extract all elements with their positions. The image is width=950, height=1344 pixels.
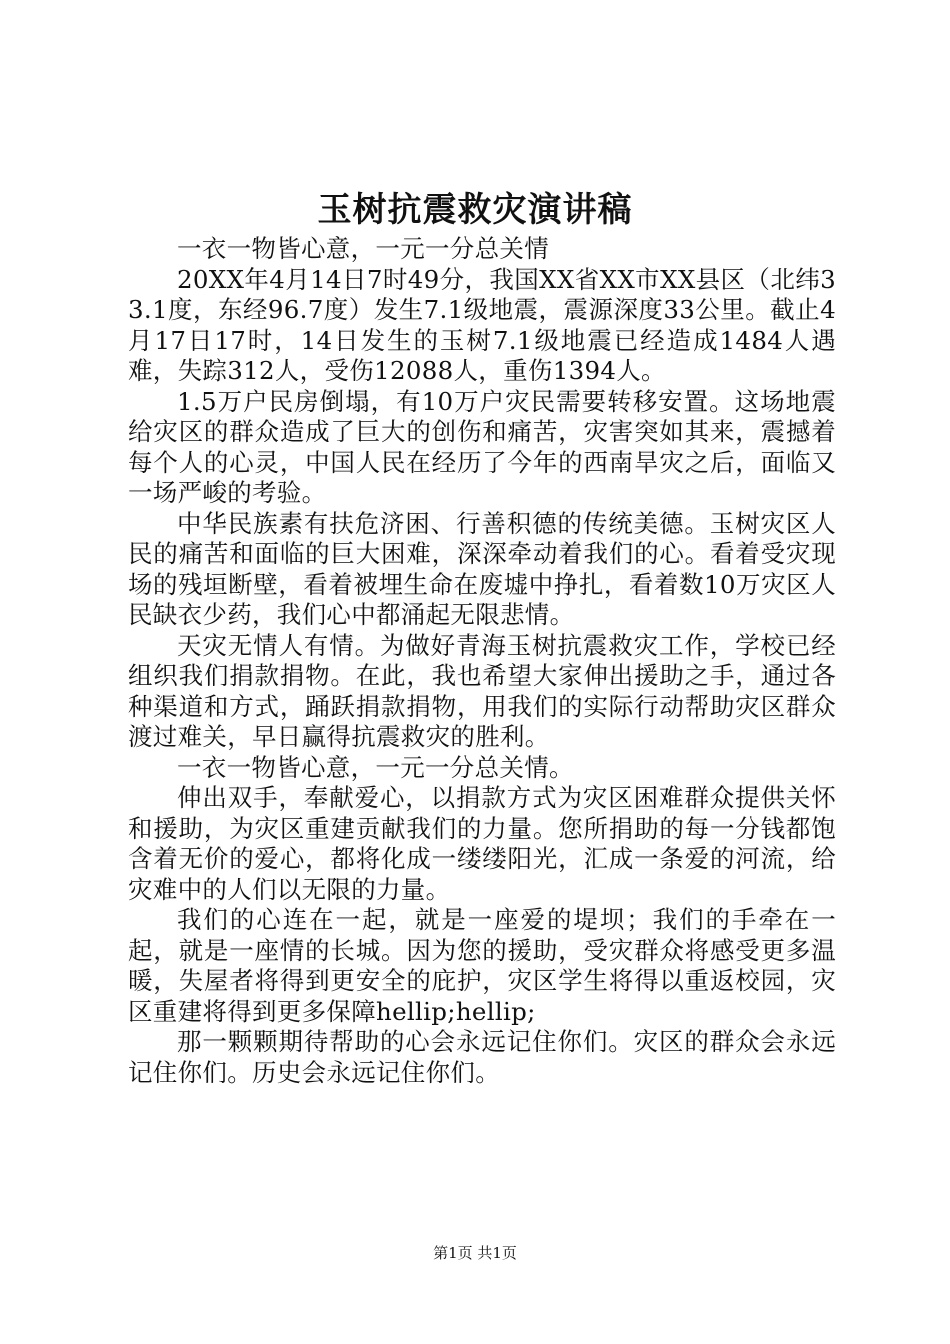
- paragraph-9: 那一颗颗期待帮助的心会永远记住你们。灾区的群众会永远记住你们。历史会永远记住你们。: [128, 1027, 836, 1087]
- paragraph-3: 1.5万户民房倒塌，有10万户灾民需要转移安置。这场地震给灾区的群众造成了巨大的创伤和痛苦，灾害突如其来，震撼着每个人的心灵，中国人民在经历了今年的西南旱灾之后，面临又一场严峻的考验。: [128, 386, 836, 507]
- paragraph-5: 天灾无情人有情。为做好青海玉树抗震救灾工作，学校已经组织我们捐款捐物。在此，我也希望大家伸出援助之手，通过各种渠道和方式，踊跃捐款捐物，用我们的实际行动帮助灾区群众渡过难关，早日赢得抗震救灾的胜利。: [128, 630, 836, 751]
- page-title: 玉树抗震救灾演讲稿: [317, 190, 633, 230]
- paragraph-2: 20XX年4月14日7时49分，我国XX省XX市XX县区（北纬33.1度，东经96.7度）发生7.1级地震，震源深度33公里。截止4月17日17时，14日发生的玉树7.1级地震已经造成1484人遇难，失踪312人，受伤12088人，重伤1394人。: [128, 264, 836, 385]
- paragraph-6: 一衣一物皆心意，一元一分总关情。: [177, 752, 574, 782]
- paragraph-8: 我们的心连在一起，就是一座爱的堤坝；我们的手牵在一起，就是一座情的长城。因为您的援助，受灾群众将感受更多温暖，失屋者将得到更安全的庇护，灾区学生将得以重返校园，灾区重建将得到更多保障hellip;hellip;: [128, 905, 836, 1026]
- paragraph-4: 中华民族素有扶危济困、行善积德的传统美德。玉树灾区人民的痛苦和面临的巨大困难，深深牵动着我们的心。看着受灾现场的残垣断壁，看着被埋生命在废墟中挣扎，看着数10万灾区人民缺衣少药，我们心中都涌起无限悲情。: [128, 508, 836, 629]
- body-text: [128, 234, 836, 1088]
- page-footer: 第1页 共1页: [433, 1244, 517, 1262]
- paragraph-1: 一衣一物皆心意，一元一分总关情: [177, 234, 549, 263]
- paragraph-7: 伸出双手，奉献爱心，以捐款方式为灾区困难群众提供关怀和援助，为灾区重建贡献我们的力量。您所捐助的每一分钱都饱含着无价的爱心，都将化成一缕缕阳光，汇成一条爱的河流，给灾难中的人们以无限的力量。: [128, 783, 836, 904]
